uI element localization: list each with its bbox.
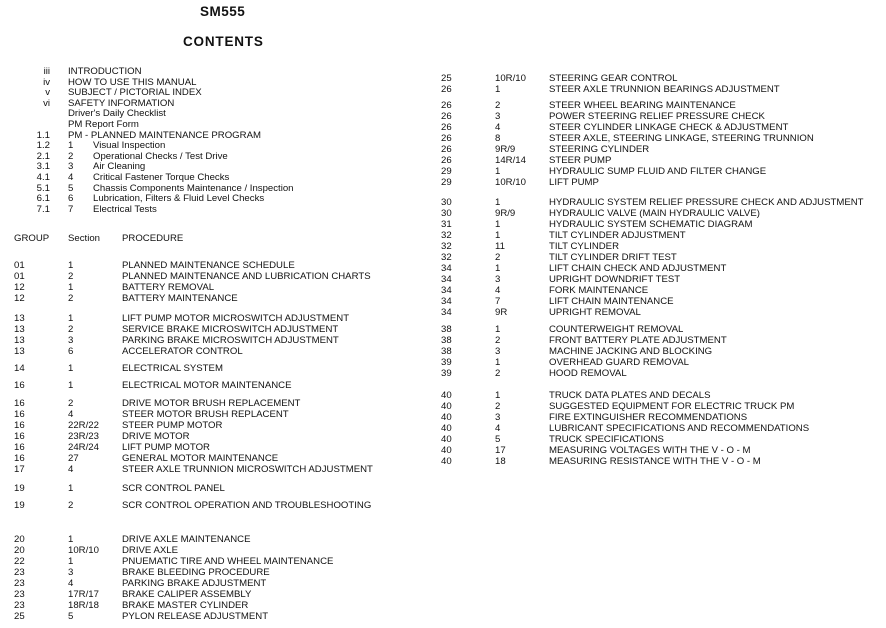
group-number: 01 xyxy=(14,271,25,282)
group-number: 38 xyxy=(441,324,452,335)
section-number: 3 xyxy=(68,567,74,578)
intro-list xyxy=(26,67,426,215)
procedure-title: UPRIGHT DOWNDRIFT TEST xyxy=(549,274,681,285)
group-number: 40 xyxy=(441,445,452,456)
procedure-title: LIFT PUMP MOTOR xyxy=(122,442,210,453)
intro-section-number: 1 xyxy=(68,140,74,152)
intro-page-number: iv xyxy=(43,76,50,88)
intro-row xyxy=(26,67,426,78)
group-number: 20 xyxy=(14,545,25,556)
intro-page-number: 1.1 xyxy=(36,129,50,141)
section-number: 14R/14 xyxy=(495,155,526,166)
group-number: 26 xyxy=(441,100,452,111)
group-number: 32 xyxy=(441,252,452,263)
intro-page-number: 1.2 xyxy=(36,140,50,152)
procedure-title: STEER CYLINDER LINKAGE CHECK & ADJUSTMENT xyxy=(549,122,789,133)
group-number: 40 xyxy=(441,401,452,412)
intro-title: SAFETY INFORMATION xyxy=(68,97,175,109)
section-number: 2 xyxy=(68,398,74,409)
group-number: 23 xyxy=(14,567,25,578)
section-number: 1 xyxy=(68,556,74,567)
group-number: 26 xyxy=(441,155,452,166)
section-number: 2 xyxy=(495,401,501,412)
section-number: 8 xyxy=(495,133,501,144)
procedure-title: STEER MOTOR BRUSH REPLACENT xyxy=(122,409,289,420)
intro-page-number: vi xyxy=(43,97,50,109)
intro-page-number: 7.1 xyxy=(36,203,50,215)
group-number: 30 xyxy=(441,197,452,208)
section-number: 18 xyxy=(495,456,506,467)
intro-page-number: 2.1 xyxy=(36,150,50,162)
section-number: 17R/17 xyxy=(68,589,99,600)
procedure-title: MEASURING RESISTANCE WITH THE V - O - M xyxy=(549,456,761,467)
section-number: 4 xyxy=(495,122,501,133)
procedure-title: BRAKE MASTER CYLINDER xyxy=(122,600,249,611)
group-number: 40 xyxy=(441,390,452,401)
section-number: 9R/9 xyxy=(495,208,516,219)
procedure-title: STEER PUMP xyxy=(549,155,612,166)
procedure-title: LIFT PUMP MOTOR MICROSWITCH ADJUSTMENT xyxy=(122,313,350,324)
intro-title: Chassis Components Maintenance / Inspection xyxy=(93,182,294,194)
section-number: 23R/23 xyxy=(68,431,99,442)
procedure-title: PNUEMATIC TIRE AND WHEEL MAINTENANCE xyxy=(122,556,334,567)
intro-page-number: 3.1 xyxy=(36,161,50,173)
group-number: 40 xyxy=(441,456,452,467)
section-number: 1 xyxy=(495,324,501,335)
procedure-title: PARKING BRAKE MICROSWITCH ADJUSTMENT xyxy=(122,335,339,346)
intro-title: Lubrication, Filters & Fluid Level Checks xyxy=(93,193,265,205)
group-number: 20 xyxy=(14,534,25,545)
group-number: 17 xyxy=(14,464,25,475)
intro-title: PM Report Form xyxy=(68,118,139,130)
procedure-title: STEER AXLE TRUNNION BEARINGS ADJUSTMENT xyxy=(549,84,780,95)
procedure-title: HYDRAULIC SYSTEM SCHEMATIC DIAGRAM xyxy=(549,219,753,230)
intro-page-number: 4.1 xyxy=(36,171,50,183)
contents-heading: CONTENTS xyxy=(183,34,264,49)
procedure-title: ACCELERATOR CONTROL xyxy=(122,346,243,357)
section-number: 2 xyxy=(495,368,501,379)
section-number: 2 xyxy=(68,293,74,304)
procedure-title: STEERING CYLINDER xyxy=(549,144,650,155)
intro-title: Air Cleaning xyxy=(93,161,146,173)
group-number: 34 xyxy=(441,307,452,318)
section-number: 11 xyxy=(495,241,505,252)
group-number: 16 xyxy=(14,409,25,420)
procedure-title: STEER AXLE, STEERING LINKAGE, STEERING TRUNNION xyxy=(549,133,814,144)
intro-page-number: 5.1 xyxy=(36,182,50,194)
procedure-title: TILT CYLINDER DRIFT TEST xyxy=(549,252,677,263)
group-number: 13 xyxy=(14,324,25,335)
procedure-title: PLANNED MAINTENANCE SCHEDULE xyxy=(122,260,295,271)
group-number: 38 xyxy=(441,335,452,346)
group-number: 34 xyxy=(441,274,452,285)
procedure-title: TRUCK SPECIFICATIONS xyxy=(549,434,664,445)
section-number: 18R/18 xyxy=(68,600,99,611)
group-number: 32 xyxy=(441,241,452,252)
section-number: 5 xyxy=(495,434,501,445)
group-number: 26 xyxy=(441,133,452,144)
procedure-title: BRAKE CALIPER ASSEMBLY xyxy=(122,589,252,600)
group-number: 39 xyxy=(441,368,452,379)
section-column-header: Section xyxy=(68,233,100,244)
group-number: 26 xyxy=(441,111,452,122)
procedure-title: DRIVE MOTOR xyxy=(122,431,190,442)
section-number: 3 xyxy=(495,111,501,122)
procedure-title: OVERHEAD GUARD REMOVAL xyxy=(549,357,690,368)
group-number: 13 xyxy=(14,335,25,346)
group-number: 25 xyxy=(14,611,25,622)
section-number: 9R xyxy=(495,307,508,318)
section-number: 1 xyxy=(68,363,74,374)
section-number: 1 xyxy=(495,357,501,368)
procedure-title: FIRE EXTINGUISHER RECOMMENDATIONS xyxy=(549,412,748,423)
procedure-title: BATTERY MAINTENANCE xyxy=(122,293,238,304)
procedure-title: PYLON RELEASE ADJUSTMENT xyxy=(122,611,269,622)
intro-title: Visual Inspection xyxy=(93,140,166,152)
procedure-title: SERVICE BRAKE MICROSWITCH ADJUSTMENT xyxy=(122,324,339,335)
section-number: 1 xyxy=(495,166,501,177)
intro-title: HOW TO USE THIS MANUAL xyxy=(68,76,197,88)
section-number: 7 xyxy=(495,296,501,307)
procedure-title: POWER STEERING RELIEF PRESSURE CHECK xyxy=(549,111,765,122)
procedure-title: HYDRAULIC SUMP FLUID AND FILTER CHANGE xyxy=(549,166,767,177)
section-number: 3 xyxy=(495,346,501,357)
group-number: 14 xyxy=(14,363,25,374)
intro-title: PM - PLANNED MAINTENANCE PROGRAM xyxy=(68,129,261,141)
procedure-title: STEERING GEAR CONTROL xyxy=(549,73,678,84)
group-number: 31 xyxy=(441,219,452,230)
section-number: 2 xyxy=(68,324,74,335)
section-number: 4 xyxy=(68,464,74,475)
intro-section-number: 4 xyxy=(68,171,74,183)
procedure-title: DRIVE MOTOR BRUSH REPLACEMENT xyxy=(122,398,301,409)
group-number: 34 xyxy=(441,296,452,307)
procedure-title: TILT CYLINDER xyxy=(549,241,620,252)
section-number: 24R/24 xyxy=(68,442,99,453)
section-number: 2 xyxy=(495,100,501,111)
group-number: 12 xyxy=(14,282,25,293)
procedure-title: ELECTRICAL MOTOR MAINTENANCE xyxy=(122,380,292,391)
procedure-title: BATTERY REMOVAL xyxy=(122,282,215,293)
intro-title: Operational Checks / Test Drive xyxy=(93,150,228,162)
section-number: 1 xyxy=(495,230,501,241)
section-number: 1 xyxy=(68,282,74,293)
section-number: 10R/10 xyxy=(68,545,99,556)
group-number: 40 xyxy=(441,423,452,434)
group-number: 13 xyxy=(14,313,25,324)
procedure-title: STEER WHEEL BEARING MAINTENANCE xyxy=(549,100,736,111)
procedure-title: SUGGESTED EQUIPMENT FOR ELECTRIC TRUCK PM xyxy=(549,401,795,412)
section-number: 22R/22 xyxy=(68,420,99,431)
section-number: 1 xyxy=(68,380,74,391)
group-number: 26 xyxy=(441,84,452,95)
procedure-title: BRAKE BLEEDING PROCEDURE xyxy=(122,567,270,578)
section-number: 6 xyxy=(68,346,74,357)
group-number: 19 xyxy=(14,483,25,494)
section-number: 4 xyxy=(495,423,501,434)
procedure-title: GENERAL MOTOR MAINTENANCE xyxy=(122,453,279,464)
section-number: 4 xyxy=(495,285,501,296)
section-number: 4 xyxy=(68,409,74,420)
section-number: 10R/10 xyxy=(495,73,526,84)
section-number: 2 xyxy=(495,252,501,263)
section-number: 1 xyxy=(495,390,501,401)
section-number: 5 xyxy=(68,611,74,622)
intro-section-number: 6 xyxy=(68,193,74,205)
procedure-title: FORK MAINTENANCE xyxy=(549,285,649,296)
procedure-title: HOOD REMOVAL xyxy=(549,368,627,379)
intro-row xyxy=(26,194,426,205)
group-number: 22 xyxy=(14,556,25,567)
procedure-title: SCR CONTROL PANEL xyxy=(122,483,225,494)
procedure-title: PARKING BRAKE ADJUSTMENT xyxy=(122,578,267,589)
section-number: 2 xyxy=(68,271,74,282)
procedure-title: DRIVE AXLE MAINTENANCE xyxy=(122,534,251,545)
group-number: 16 xyxy=(14,398,25,409)
section-number: 1 xyxy=(68,313,74,324)
intro-title: SUBJECT / PICTORIAL INDEX xyxy=(68,87,202,99)
intro-title: INTRODUCTION xyxy=(68,66,142,77)
section-number: 1 xyxy=(495,263,501,274)
intro-page-number: 6.1 xyxy=(36,193,50,205)
procedure-title: LUBRICANT SPECIFICATIONS AND RECOMMENDATIONS xyxy=(549,423,810,434)
section-number: 1 xyxy=(495,197,501,208)
document-title: SM555 xyxy=(200,4,246,19)
intro-section-number: 3 xyxy=(68,161,74,173)
section-number: 1 xyxy=(68,534,74,545)
group-number: 30 xyxy=(441,208,452,219)
section-number: 10R/10 xyxy=(495,177,526,188)
intro-section-number: 5 xyxy=(68,182,74,194)
group-number: 40 xyxy=(441,412,452,423)
procedure-title: MACHINE JACKING AND BLOCKING xyxy=(549,346,713,357)
procedure-title: ELECTRICAL SYSTEM xyxy=(122,363,223,374)
procedure-title: UPRIGHT REMOVAL xyxy=(549,307,641,318)
group-number: 16 xyxy=(14,442,25,453)
procedure-title: COUNTERWEIGHT REMOVAL xyxy=(549,324,684,335)
procedure-title: LIFT PUMP xyxy=(549,177,599,188)
group-number: 16 xyxy=(14,453,25,464)
group-number: 34 xyxy=(441,285,452,296)
intro-row xyxy=(26,205,426,216)
procedure-title: TRUCK DATA PLATES AND DECALS xyxy=(549,390,711,401)
group-number: 38 xyxy=(441,346,452,357)
intro-row xyxy=(26,131,426,142)
section-number: 2 xyxy=(68,500,74,511)
section-number: 4 xyxy=(68,578,74,589)
procedure-title: HYDRAULIC SYSTEM RELIEF PRESSURE CHECK AND ADJUSTMENT xyxy=(549,197,864,208)
group-number: 13 xyxy=(14,346,25,357)
group-number: 40 xyxy=(441,434,452,445)
procedure-title: STEER PUMP MOTOR xyxy=(122,420,223,431)
group-number: 23 xyxy=(14,578,25,589)
section-number: 17 xyxy=(495,445,506,456)
group-number: 25 xyxy=(441,73,452,84)
intro-row xyxy=(26,120,426,131)
intro-title: Critical Fastener Torque Checks xyxy=(93,171,230,183)
group-number: 26 xyxy=(441,144,452,155)
procedure-column-header: PROCEDURE xyxy=(122,233,184,244)
section-number: 2 xyxy=(495,335,501,346)
procedure-title: DRIVE AXLE xyxy=(122,545,178,556)
intro-row xyxy=(26,152,426,163)
intro-page-number: iii xyxy=(43,66,50,77)
section-number: 3 xyxy=(68,335,74,346)
group-column-header: GROUP xyxy=(14,233,50,244)
procedure-title: SCR CONTROL OPERATION AND TROUBLESHOOTING xyxy=(122,500,372,511)
intro-section-number: 2 xyxy=(68,150,74,162)
intro-title: Driver's Daily Checklist xyxy=(68,108,166,120)
group-number: 26 xyxy=(441,122,452,133)
procedure-title: PLANNED MAINTENANCE AND LUBRICATION CHARTS xyxy=(122,271,371,282)
group-number: 16 xyxy=(14,431,25,442)
group-number: 32 xyxy=(441,230,452,241)
group-number: 19 xyxy=(14,500,25,511)
procedure-title: LIFT CHAIN CHECK AND ADJUSTMENT xyxy=(549,263,727,274)
group-number: 12 xyxy=(14,293,25,304)
group-number: 16 xyxy=(14,380,25,391)
group-number: 23 xyxy=(14,589,25,600)
section-number: 27 xyxy=(68,453,79,464)
intro-title: Electrical Tests xyxy=(93,203,157,215)
procedure-title: TILT CYLINDER ADJUSTMENT xyxy=(549,230,686,241)
group-number: 23 xyxy=(14,600,25,611)
group-number: 16 xyxy=(14,420,25,431)
section-number: 1 xyxy=(68,260,74,271)
section-number: 9R/9 xyxy=(495,144,516,155)
section-number: 3 xyxy=(495,274,501,285)
section-number: 1 xyxy=(495,219,501,230)
procedure-title: FRONT BATTERY PLATE ADJUSTMENT xyxy=(549,335,727,346)
procedure-title: LIFT CHAIN MAINTENANCE xyxy=(549,296,674,307)
procedure-title: HYDRAULIC VALVE (MAIN HYDRAULIC VALVE) xyxy=(549,208,760,219)
group-number: 29 xyxy=(441,177,452,188)
group-number: 39 xyxy=(441,357,452,368)
intro-page-number: v xyxy=(45,87,50,99)
procedure-title: MEASURING VOLTAGES WITH THE V - O - M xyxy=(549,445,751,456)
group-number: 29 xyxy=(441,166,452,177)
procedure-title: STEER AXLE TRUNNION MICROSWITCH ADJUSTMENT xyxy=(122,464,373,475)
section-number: 1 xyxy=(495,84,501,95)
group-number: 01 xyxy=(14,260,25,271)
section-number: 3 xyxy=(495,412,501,423)
group-number: 34 xyxy=(441,263,452,274)
intro-row xyxy=(26,173,426,184)
section-number: 1 xyxy=(68,483,74,494)
intro-section-number: 7 xyxy=(68,203,74,215)
